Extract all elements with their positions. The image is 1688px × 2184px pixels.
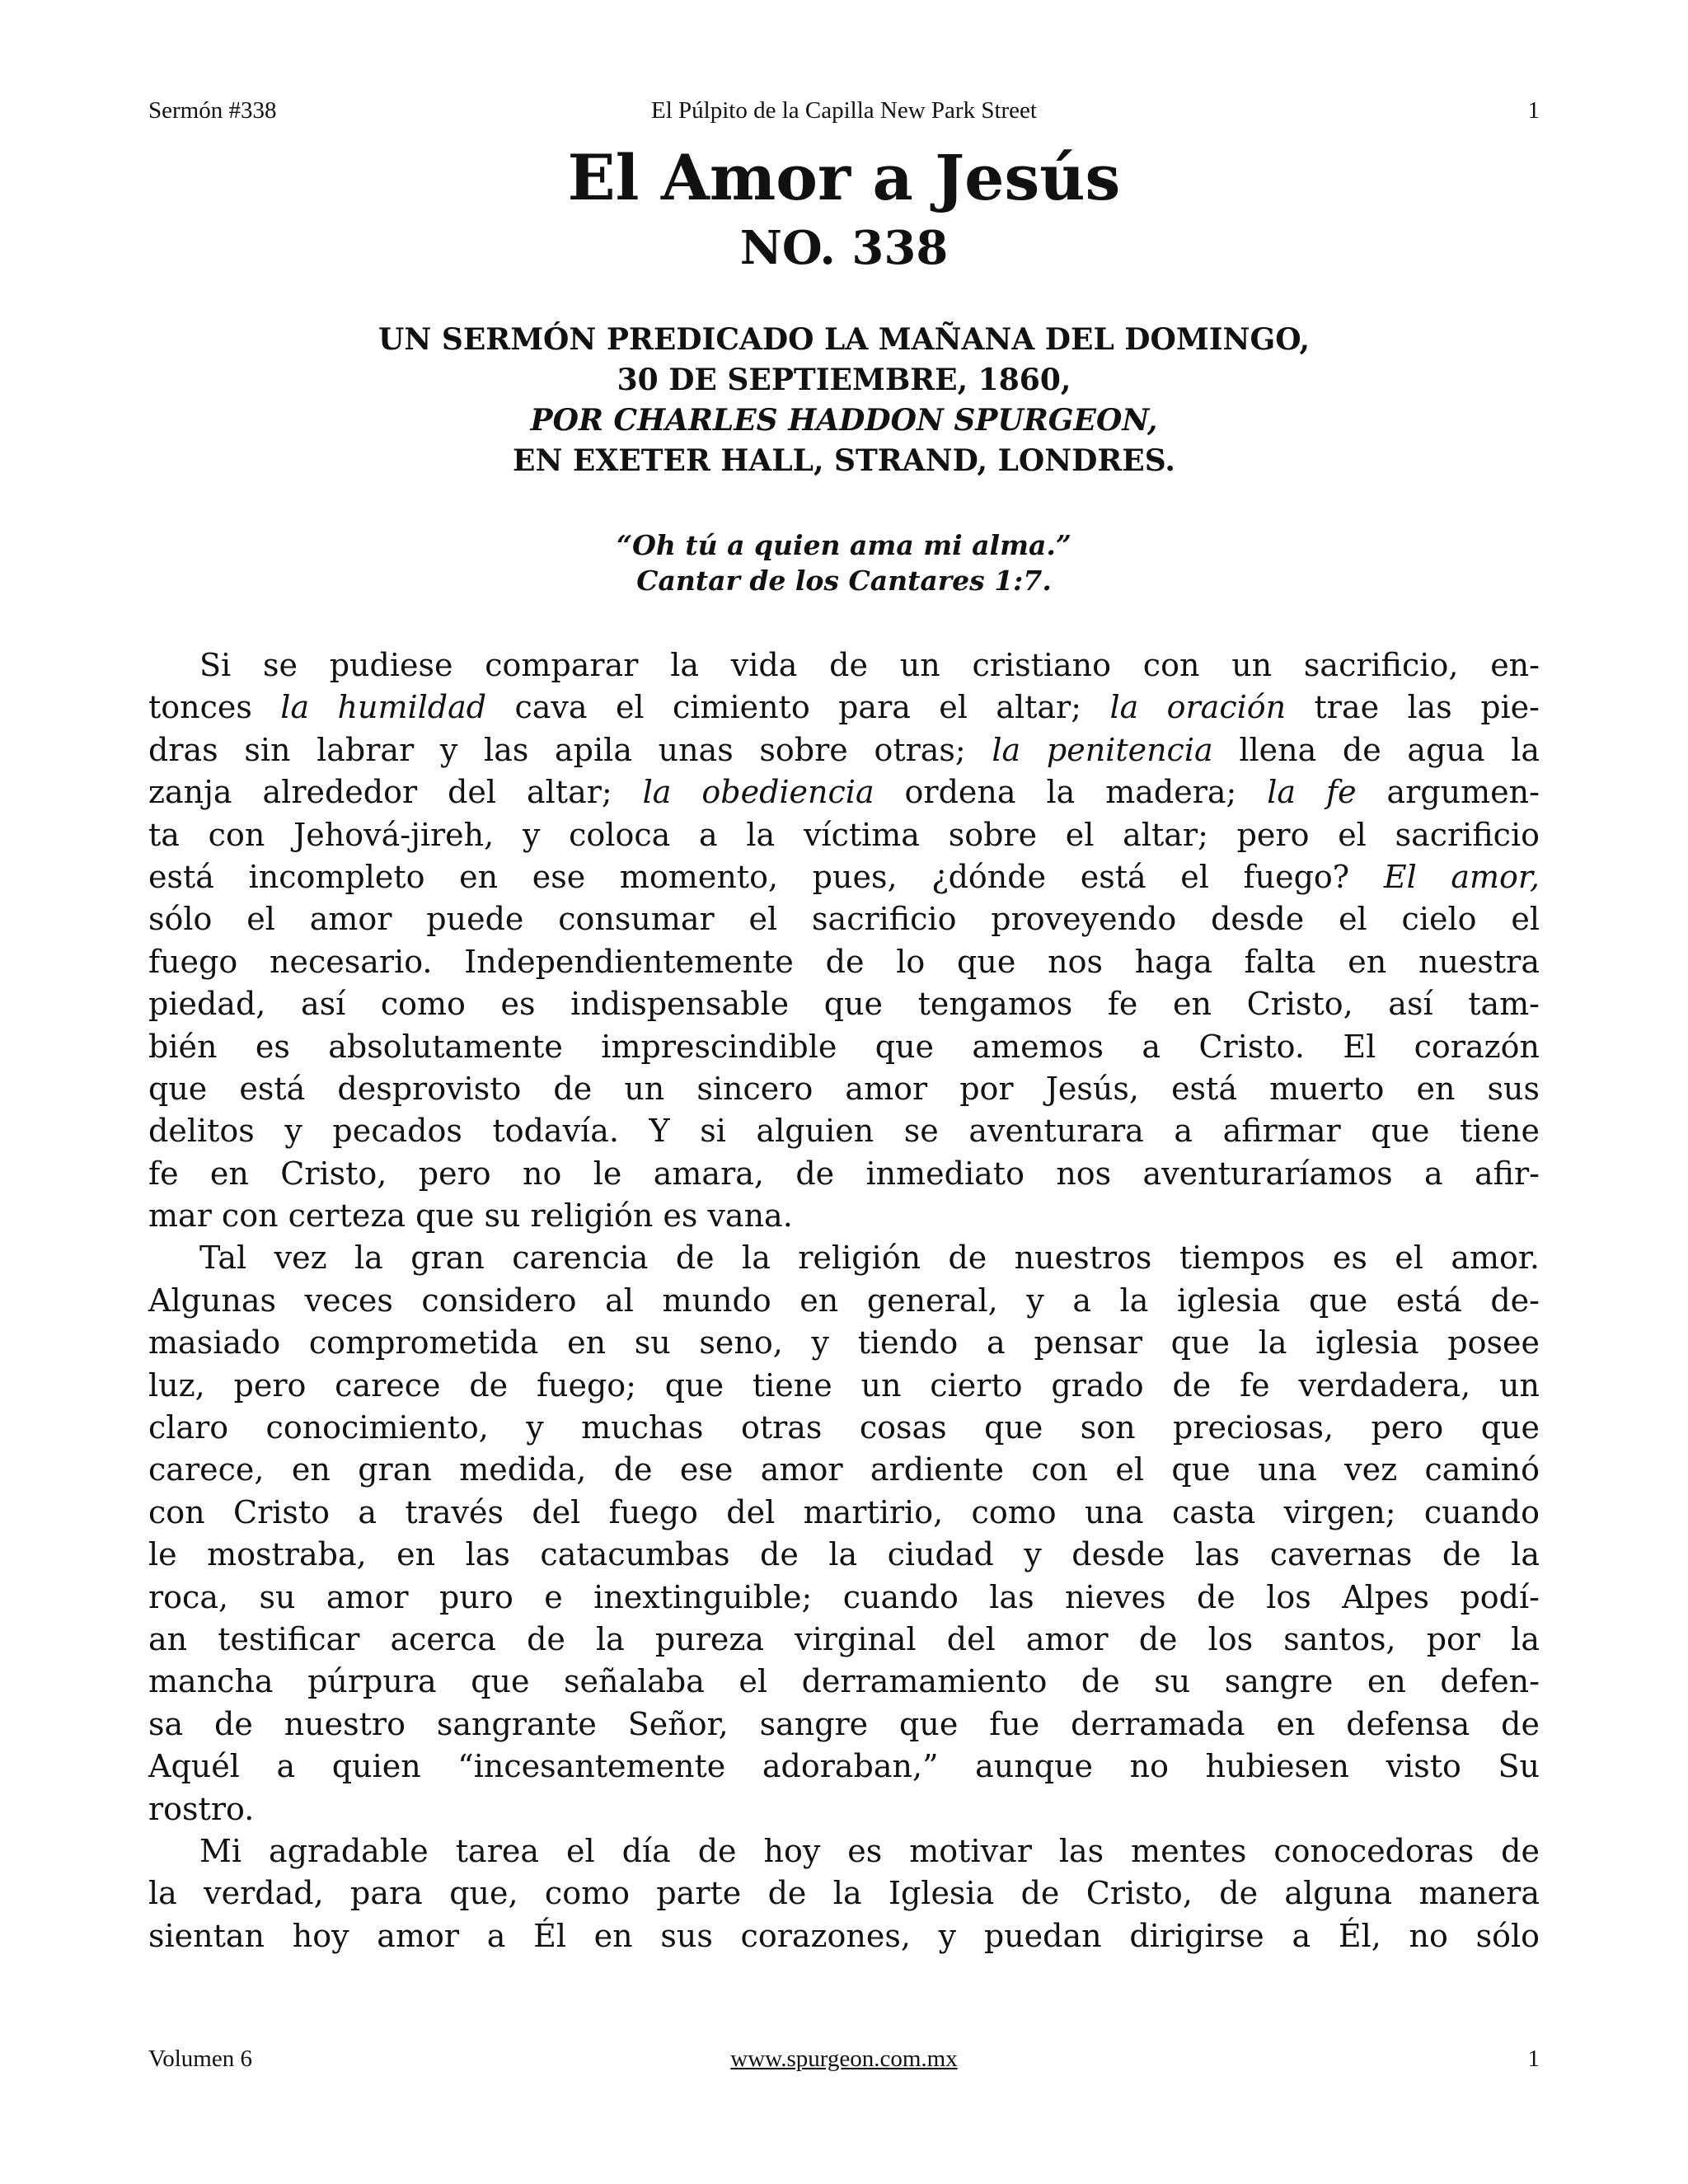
body-line xyxy=(148,1449,1540,1491)
body-line xyxy=(148,856,1540,898)
emphasis-text: la penitencia xyxy=(992,731,1213,768)
sermon-title: El Amor a Jesús xyxy=(567,141,1121,214)
sermon-info xyxy=(0,320,1688,481)
body-text-segment: la verdad, para que, como parte de la Iglesia de Cristo, de alguna manera xyxy=(148,1875,1540,1912)
body-text-segment: an testificar acerca de la pureza virginal del amor de los santos, por la xyxy=(148,1620,1540,1657)
body-text-segment: rostro. xyxy=(148,1790,255,1827)
body-text-segment: le mostraba, en las catacumbas de la ciudad y desde las cavernas de la xyxy=(148,1536,1540,1573)
body-text-segment: carece, en gran medida, de ese amor ardiente con el que una vez caminó xyxy=(148,1451,1540,1488)
body-line xyxy=(148,1153,1540,1195)
body-line xyxy=(148,687,1540,729)
body-text xyxy=(148,644,1540,1957)
body-line xyxy=(148,1704,1540,1746)
body-line xyxy=(148,1577,1540,1619)
body-line xyxy=(148,771,1540,813)
running-footer xyxy=(148,2046,1540,2082)
body-text-segment: roca, su amor puro e inextinguible; cuando las nieves de los Alpes podí- xyxy=(148,1578,1540,1615)
sermon-author: POR CHARLES HADDON SPURGEON, xyxy=(530,403,1158,438)
header-sermon-number: Sermón #338 xyxy=(148,97,277,124)
body-text-segment: llena de agua la xyxy=(1212,731,1540,768)
body-text-segment: ordena la madera; xyxy=(874,774,1268,811)
body-line xyxy=(148,941,1540,983)
body-text-segment: argumen- xyxy=(1356,774,1540,811)
body-text-segment: delitos y pecados todavía. Y si alguien se aventurara a afirmar que tiene xyxy=(148,1113,1540,1150)
scripture-reference: Cantar de los Cantares 1:7. xyxy=(636,565,1052,597)
body-line xyxy=(148,1619,1540,1661)
body-line xyxy=(148,1534,1540,1576)
body-text-segment: fuego necesario. Independientemente de lo que nos haga falta en nuestra xyxy=(148,943,1540,980)
body-line xyxy=(148,1068,1540,1110)
body-line xyxy=(148,1661,1540,1703)
sermon-info-line: 30 DE SEPTIEMBRE, 1860, xyxy=(617,363,1071,397)
body-text-segment: sólo el amor puede consumar el sacrificio proveyendo desde el cielo el xyxy=(148,901,1540,938)
body-text-segment: fe en Cristo, pero no le amara, de inmediato nos aventuraríamos a afir- xyxy=(148,1155,1540,1192)
body-text-segment: sa de nuestro sangrante Señor, sangre que fue derramada en defensa de xyxy=(148,1705,1540,1742)
body-line xyxy=(148,1492,1540,1534)
body-text-segment: masiado comprometida en su seno, y tiendo a pensar que la iglesia posee xyxy=(148,1324,1540,1361)
footer-website-link[interactable]: www.spurgeon.com.mx xyxy=(730,2046,958,2072)
emphasis-text: la fe xyxy=(1267,774,1357,811)
body-line xyxy=(148,1830,1540,1872)
emphasis-text: la obediencia xyxy=(642,774,874,811)
body-line xyxy=(148,1280,1540,1322)
scripture-epigraph xyxy=(0,527,1688,598)
body-line xyxy=(148,1322,1540,1364)
body-line xyxy=(148,1407,1540,1449)
body-text-segment: claro conocimiento, y muchas otras cosas que son preciosas, pero que xyxy=(148,1409,1540,1446)
footer-page-number: 1 xyxy=(1527,2046,1540,2072)
scripture-quote: “Oh tú a quien ama mi alma.” xyxy=(617,529,1071,561)
body-line xyxy=(148,898,1540,940)
body-text-segment: bién es absolutamente imprescindible que amemos a Cristo. El corazón xyxy=(148,1028,1540,1065)
body-text-segment: luz, pero carece de fuego; que tiene un cierto grado de fe verdadera, un xyxy=(148,1366,1540,1404)
body-text-segment: con Cristo a través del fuego del martirio, como una casta virgen; cuando xyxy=(148,1493,1540,1530)
body-text-segment: cava el cimiento para el altar; xyxy=(486,689,1110,726)
body-text-segment: dras sin labrar y las apila unas sobre otras; xyxy=(148,731,992,768)
sermon-number: NO. 338 xyxy=(739,221,949,275)
body-text-segment: Tal vez la gran carencia de la religión de nuestros tiempos es el amor. xyxy=(199,1240,1540,1277)
body-text-segment: mar con certeza que su religión es vana. xyxy=(148,1197,793,1235)
body-text-segment: ta con Jehová-jireh, y coloca a la víctima sobre el altar; pero el sacrificio xyxy=(148,816,1540,853)
emphasis-text: la humildad xyxy=(280,689,487,726)
header-page-number: 1 xyxy=(1527,97,1540,124)
body-line xyxy=(148,1915,1540,1957)
running-header xyxy=(148,97,1540,134)
body-text-segment: Mi agradable tarea el día de hoy es motivar las mentes conocedoras de xyxy=(199,1832,1540,1869)
body-line xyxy=(148,644,1540,687)
body-line xyxy=(148,729,1540,771)
body-line xyxy=(148,983,1540,1025)
body-line xyxy=(148,1195,1540,1237)
body-text-segment: trae las pie- xyxy=(1286,689,1540,726)
body-text-segment: piedad, así como es indispensable que tengamos fe en Cristo, así tam- xyxy=(148,986,1540,1023)
body-line xyxy=(148,1026,1540,1068)
body-text-segment: Aquél a quien “incesantemente adoraban,” aunque no hubiesen visto Su xyxy=(148,1748,1540,1785)
header-publication-title: El Púlpito de la Capilla New Park Street xyxy=(651,97,1037,124)
body-text-segment: Algunas veces considero al mundo en general, y a la iglesia que está de- xyxy=(148,1282,1540,1319)
body-line xyxy=(148,814,1540,856)
body-line xyxy=(148,1365,1540,1407)
body-text-segment: sientan hoy amor a Él en sus corazones, y puedan dirigirse a Él, no sólo xyxy=(148,1917,1540,1954)
body-line xyxy=(148,1872,1540,1915)
body-line xyxy=(148,1746,1540,1788)
body-text-segment: mancha púrpura que señalaba el derramamiento de su sangre en defen- xyxy=(148,1663,1540,1700)
body-text-segment: zanja alrededor del altar; xyxy=(148,774,643,811)
body-text-segment: tonces xyxy=(148,689,281,726)
sermon-info-line: UN SERMÓN PREDICADO LA MAÑANA DEL DOMINGO, xyxy=(378,322,1310,357)
body-text-segment: está incompleto en ese momento, pues, ¿dónde está el fuego? xyxy=(148,858,1384,895)
sermon-location: EN EXETER HALL, STRAND, LONDRES. xyxy=(513,443,1175,478)
body-line xyxy=(148,1110,1540,1152)
emphasis-text: la oración xyxy=(1109,689,1287,726)
body-text-segment: Si se pudiese comparar la vida de un cristiano con un sacrificio, en- xyxy=(199,647,1540,683)
footer-volume: Volumen 6 xyxy=(148,2046,252,2072)
body-line xyxy=(148,1237,1540,1279)
body-text-segment: que está desprovisto de un sincero amor por Jesús, está muerto en sus xyxy=(148,1070,1540,1107)
emphasis-text: El amor, xyxy=(1383,858,1540,895)
body-line xyxy=(148,1788,1540,1830)
